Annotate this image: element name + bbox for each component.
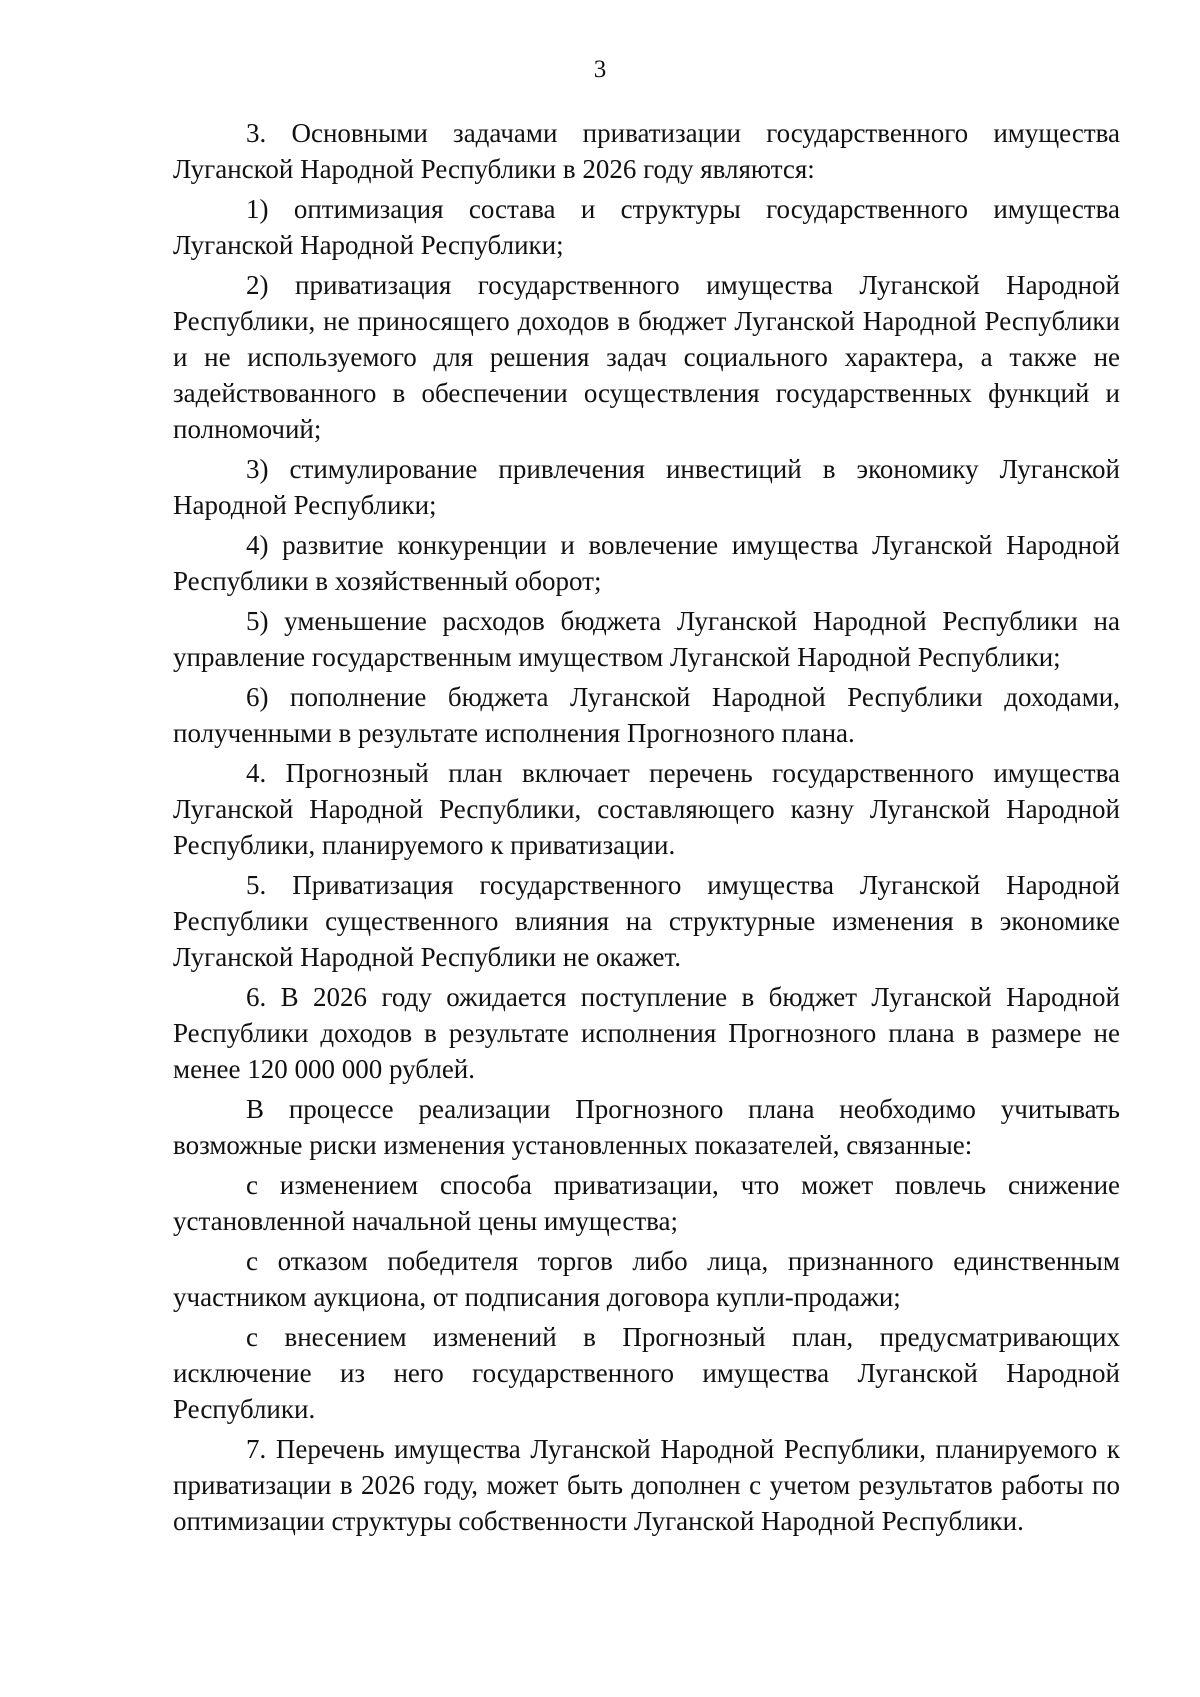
paragraph-risk-3: с внесением изменений в Прогнозный план, предусматривающих исключение из него государственного имущества Луганской Народной Республики. [173, 1322, 1120, 1424]
paragraph-task-3: 3) стимулирование привлечения инвестиций в экономику Луганской Народной Республики; [173, 454, 1120, 520]
paragraph-risks-intro: В процессе реализации Прогнозного плана необходимо учитывать возможные риски изменения установленных показателей, связанные: [173, 1094, 1120, 1160]
paragraph-item-6: 6. В 2026 году ожидается поступление в бюджет Луганской Народной Республики доходов в результате исполнения Прогнозного плана в размере не менее 120 000 000 рублей. [173, 982, 1120, 1084]
paragraph-item-7: 7. Перечень имущества Луганской Народной Республики, планируемого к приватизации в 2026 году, может быть дополнен с учетом результатов работы по оптимизации структуры собственности Луганской Народной Республики. [173, 1434, 1120, 1536]
paragraph-task-1: 1) оптимизация состава и структуры государственного имущества Луганской Народной Республики; [173, 194, 1120, 260]
paragraph-task-6: 6) пополнение бюджета Луганской Народной Республики доходами, полученными в результате исполнения Прогнозного плана. [173, 682, 1120, 748]
paragraph-item-4: 4. Прогнозный план включает перечень государственного имущества Луганской Народной Республики, составляющего казну Луганской Народной Республики, планируемого к приватизации. [173, 758, 1120, 860]
page-number: 3 [593, 56, 607, 83]
paragraph-item-5: 5. Приватизация государственного имущества Луганской Народной Республики существенного влияния на структурные изменения в экономике Луганской Народной Республики не окажет. [173, 870, 1120, 972]
paragraph-task-4: 4) развитие конкуренции и вовлечение имущества Луганской Народной Республики в хозяйственный оборот; [173, 530, 1120, 596]
paragraph-task-3-intro: 3. Основными задачами приватизации государственного имущества Луганской Народной Республики в 2026 году являются: [173, 118, 1120, 184]
paragraph-task-5: 5) уменьшение расходов бюджета Луганской Народной Республики на управление государственным имуществом Луганской Народной Республики; [173, 606, 1120, 672]
paragraph-risk-1: с изменением способа приватизации, что может повлечь снижение установленной начальной цены имущества; [173, 1170, 1120, 1236]
paragraph-task-2: 2) приватизация государственного имущества Луганской Народной Республики, не приносящего доходов в бюджет Луганской Народной Республики и не используемого для решения задач социального характера, а также не задействованного в обеспечении осуществления государственных функций и полномочий; [173, 270, 1120, 444]
document-body [173, 115, 1120, 1543]
paragraph-risk-2: с отказом победителя торгов либо лица, признанного единственным участником аукциона, от подписания договора купли-продажи; [173, 1246, 1120, 1312]
